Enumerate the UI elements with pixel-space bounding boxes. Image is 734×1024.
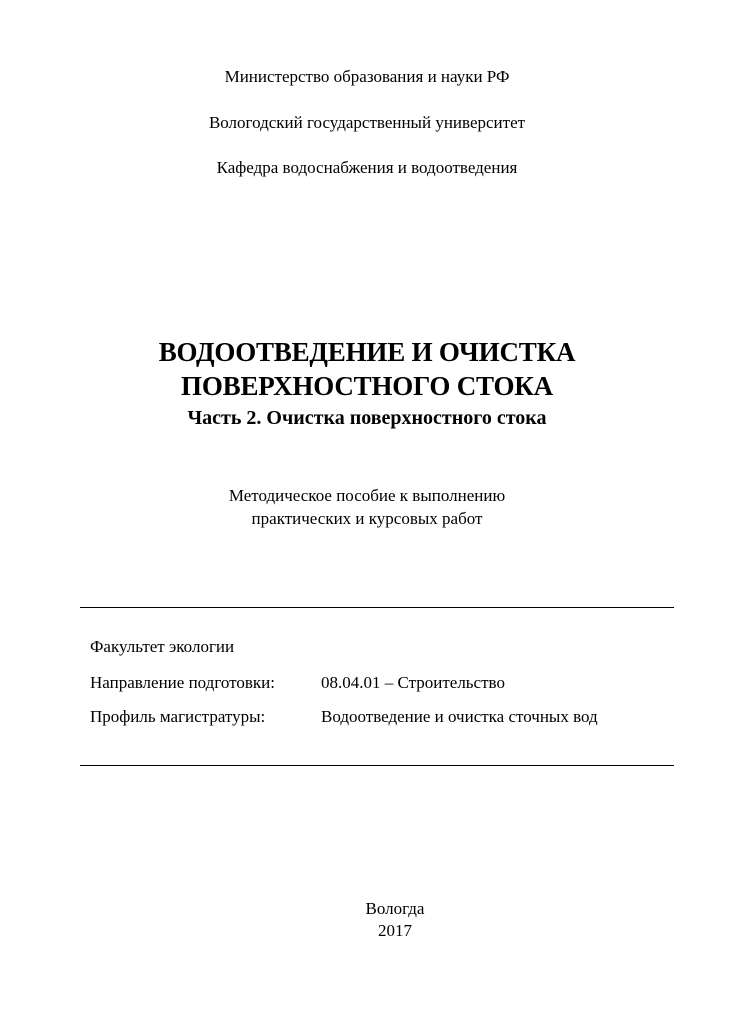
direction-value: 08.04.01 – Строительство xyxy=(321,673,505,692)
profile-value: Водоотведение и очистка сточных вод xyxy=(321,707,598,726)
year: 2017 xyxy=(378,921,412,940)
bottom-divider xyxy=(80,765,674,766)
description-line-2: практических и курсовых работ xyxy=(251,509,483,528)
university-line: Вологодский государственный университет xyxy=(208,113,526,132)
department-line: Кафедра водоснабжения и водоотведения xyxy=(216,158,518,177)
document-subtitle: Часть 2. Очистка поверхностного стока xyxy=(187,407,547,429)
ministry-line: Министерство образования и науки РФ xyxy=(224,67,510,86)
faculty-label: Факультет экологии xyxy=(90,637,235,656)
direction-label: Направление подготовки: xyxy=(90,673,275,692)
profile-label: Профиль магистратуры: xyxy=(90,707,266,726)
city: Вологда xyxy=(365,899,425,918)
top-divider xyxy=(80,607,674,608)
document-title-line-2: ПОВЕРХНОСТНОГО СТОКА xyxy=(181,371,553,401)
description-line-1: Методическое пособие к выполнению xyxy=(228,486,506,505)
document-title-line-1: ВОДООТВЕДЕНИЕ И ОЧИСТКА xyxy=(158,337,576,367)
